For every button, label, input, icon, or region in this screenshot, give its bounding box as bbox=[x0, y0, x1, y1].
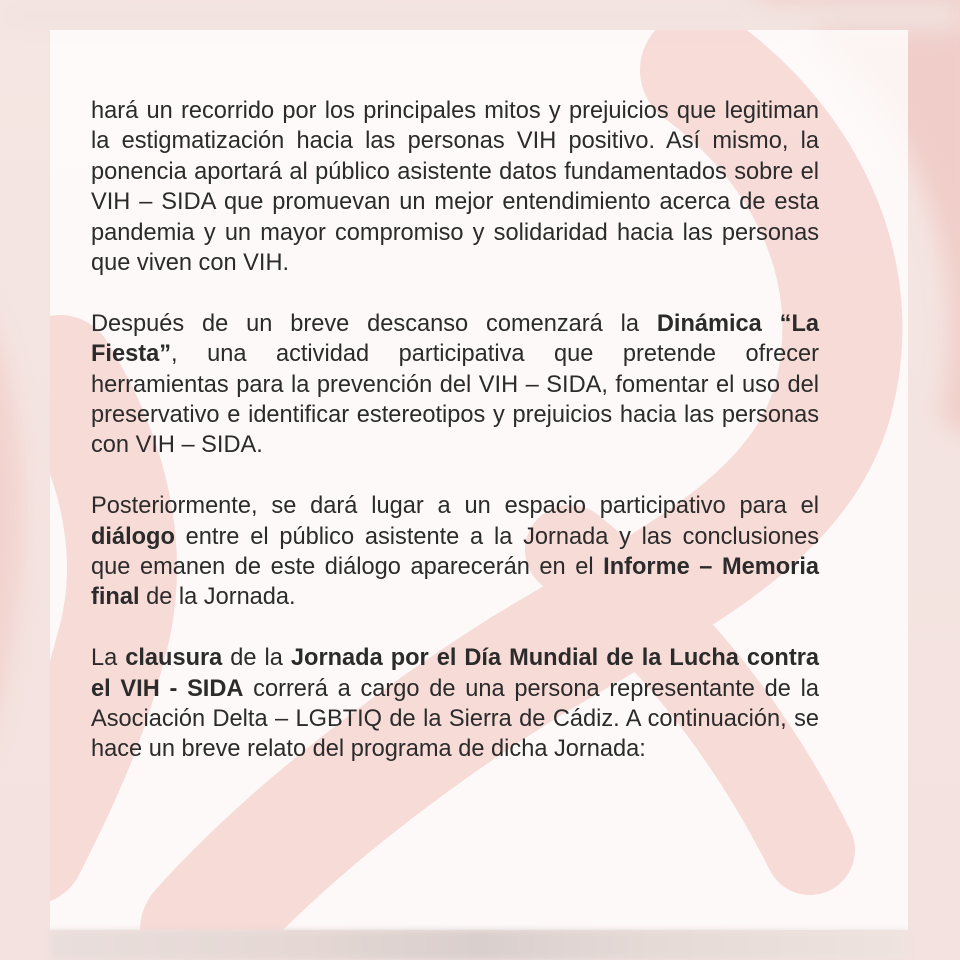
bold-text: Jornada por el Día Mundial de la Lucha contra el VIH - SIDA bbox=[91, 645, 819, 702]
blurred-bottom-edge bbox=[50, 930, 908, 960]
body-text: correrá a cargo de una persona representante de la Asociación Delta – LGBTIQ de la Sierra de Cádiz. A continuación, se hace un breve relato del programa de dicha Jornada: bbox=[91, 675, 819, 763]
paragraph-1 bbox=[91, 96, 819, 278]
body-text: , una actividad participativa que pretende ofrecer herramientas para la prevención del VIH – SIDA, fomentar el uso del preservativo e identificar estereotipos y prejuicios hacia las personas con VIH – SIDA. bbox=[91, 341, 819, 459]
bold-text: clausura bbox=[125, 645, 223, 672]
body-text: hará un recorrido por los principales mitos y prejuicios que legitiman la estigmatización hacia las personas VIH positivo. Así mismo, la ponencia aportará al público asistente datos fundamentados sobre el VIH – SIDA que promuevan un mejor entendimiento acerca de esta pandemia y un mayor compromiso y solidaridad hacia las personas que viven con VIH. bbox=[91, 98, 819, 277]
body-text: de la Jornada. bbox=[139, 584, 296, 611]
bold-text: Dinámica “La Fiesta” bbox=[91, 310, 819, 368]
bold-text: Informe – Memoria final bbox=[91, 554, 819, 611]
body-text: entre el público asistente a la Jornada y las conclusiones que emanen de este diálogo aparecerán en el bbox=[91, 523, 819, 581]
paragraph-2 bbox=[91, 309, 819, 461]
paragraph-4 bbox=[91, 643, 819, 765]
body-text: La bbox=[91, 645, 126, 672]
body-text: Posteriormente, se dará lugar a un espacio participativo para el bbox=[91, 493, 819, 520]
document-page bbox=[50, 30, 908, 930]
document-body bbox=[91, 96, 819, 765]
paragraph-3 bbox=[91, 491, 819, 613]
body-text: de la bbox=[222, 645, 291, 672]
bold-text: diálogo bbox=[91, 523, 175, 550]
body-text: Después de un breve descanso comenzará la bbox=[91, 310, 657, 337]
